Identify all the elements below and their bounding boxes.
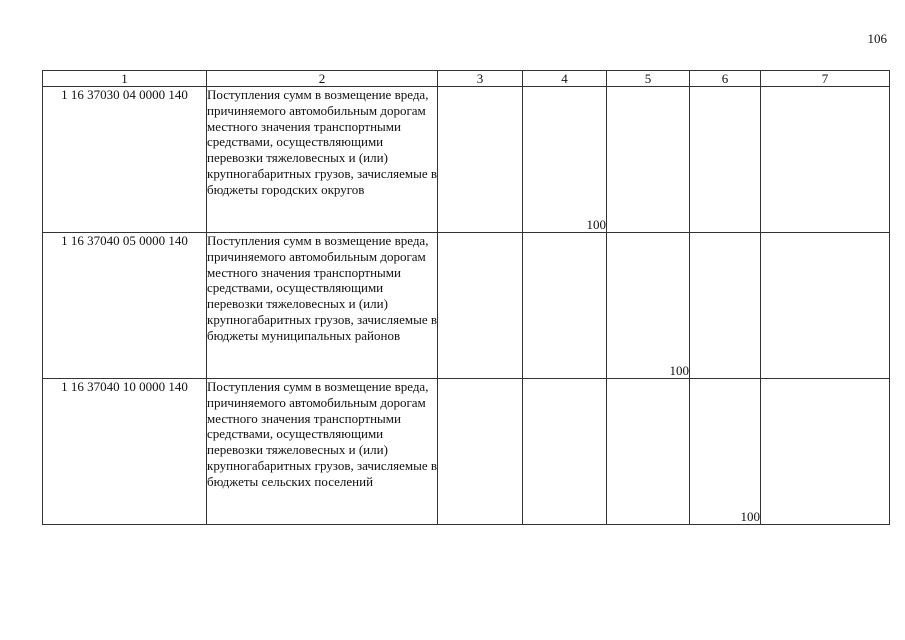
revenue-code-cell: 1 16 37040 10 0000 140 <box>43 379 207 525</box>
column-header-4: 4 <box>523 71 607 87</box>
column-header-1: 1 <box>43 71 207 87</box>
table-row <box>43 87 890 233</box>
revenue-code-cell: 1 16 37040 05 0000 140 <box>43 233 207 379</box>
budget-revenue-table <box>42 70 890 525</box>
column-header-3: 3 <box>438 71 523 87</box>
revenue-name-text: Поступления сумм в возмещение вреда, причиняемого автомобильным дорогам местного значения транспортными средствами, осуществляющими перевозки тяжеловесных и (или) крупногабаритных грузов, зачисляемые в бюджеты сельских поселений <box>207 379 437 489</box>
value-cell-col4 <box>523 379 607 525</box>
value-cell-col3 <box>438 87 523 233</box>
revenue-name-text: Поступления сумм в возмещение вреда, причиняемого автомобильным дорогам местного значения транспортными средствами, осуществляющими перевозки тяжеловесных и (или) крупногабаритных грузов, зачисляемые в бюджеты городских округов <box>207 87 437 197</box>
revenue-name-cell <box>207 87 438 233</box>
revenue-code-cell: 1 16 37030 04 0000 140 <box>43 87 207 233</box>
table-row <box>43 233 890 379</box>
value-cell-col5 <box>607 87 690 233</box>
value-cell-col3 <box>438 233 523 379</box>
column-header-6: 6 <box>690 71 761 87</box>
value-cell-col4: 100 <box>523 87 607 233</box>
header-row <box>43 71 890 87</box>
revenue-name-cell <box>207 379 438 525</box>
revenue-name-cell <box>207 233 438 379</box>
column-header-2: 2 <box>207 71 438 87</box>
value-cell-col6 <box>690 87 761 233</box>
value-cell-col7 <box>761 233 890 379</box>
value-cell-col6: 100 <box>690 379 761 525</box>
value-cell-col7 <box>761 87 890 233</box>
table-row <box>43 379 890 525</box>
value-cell-col5 <box>607 379 690 525</box>
value-cell-col3 <box>438 379 523 525</box>
page-number: 106 <box>867 31 887 46</box>
value-cell-col6 <box>690 233 761 379</box>
column-header-5: 5 <box>607 71 690 87</box>
value-cell-col7 <box>761 379 890 525</box>
value-cell-col4 <box>523 233 607 379</box>
revenue-name-text: Поступления сумм в возмещение вреда, причиняемого автомобильным дорогам местного значения транспортными средствами, осуществляющими перевозки тяжеловесных и (или) крупногабаритных грузов, зачисляемые в бюджеты муниципальных районов <box>207 233 437 343</box>
column-header-7: 7 <box>761 71 890 87</box>
value-cell-col5: 100 <box>607 233 690 379</box>
